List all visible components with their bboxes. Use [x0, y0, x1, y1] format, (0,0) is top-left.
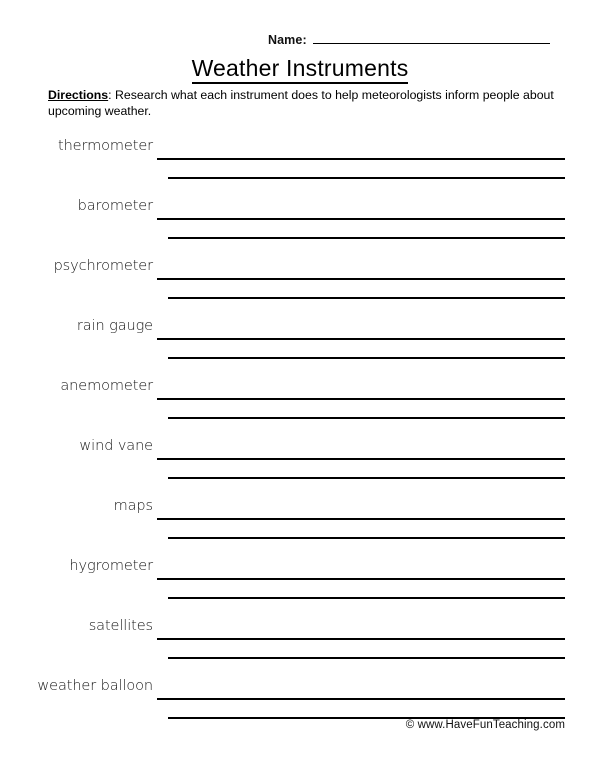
instrument-rows: [0, 131, 600, 731]
instrument-row-main: [0, 551, 600, 581]
instrument-row: [0, 431, 600, 491]
instrument-row-main: [0, 431, 600, 461]
instrument-label: psychrometer: [53, 258, 153, 274]
instrument-label: wind vane: [79, 438, 153, 454]
answer-line[interactable]: [157, 561, 565, 580]
answer-line[interactable]: [168, 537, 565, 539]
instrument-label: satellites: [88, 618, 153, 634]
instrument-row-main: [0, 671, 600, 701]
name-input-line[interactable]: [313, 31, 550, 44]
instrument-label: anemometer: [60, 378, 153, 394]
instrument-row-main: [0, 371, 600, 401]
instrument-row: [0, 251, 600, 311]
directions-text: : Research what each instrument does to help meteorologists inform people about upcoming weather.: [48, 88, 554, 118]
instrument-row: [0, 611, 600, 671]
instrument-row-main: [0, 491, 600, 521]
answer-line[interactable]: [157, 621, 565, 640]
answer-line[interactable]: [168, 657, 565, 659]
instrument-label: maps: [113, 498, 153, 514]
answer-line[interactable]: [168, 297, 565, 299]
answer-line[interactable]: [168, 177, 565, 179]
instrument-label: weather balloon: [37, 678, 153, 694]
answer-line[interactable]: [157, 261, 565, 280]
answer-line[interactable]: [168, 357, 565, 359]
instrument-label: rain gauge: [76, 318, 153, 334]
page-title-text: Weather Instruments: [192, 55, 409, 84]
name-field-row: [268, 31, 550, 47]
directions-block: [48, 88, 556, 119]
instrument-row: [0, 191, 600, 251]
instrument-row-main: [0, 131, 600, 161]
answer-line[interactable]: [157, 141, 565, 160]
answer-line[interactable]: [168, 237, 565, 239]
instrument-row: [0, 371, 600, 431]
answer-line[interactable]: [157, 381, 565, 400]
instrument-row-main: [0, 311, 600, 341]
instrument-row-main: [0, 251, 600, 281]
name-label: Name:: [268, 33, 307, 47]
answer-line[interactable]: [157, 501, 565, 520]
footer-credit: © www.HaveFunTeaching.com: [405, 719, 565, 731]
answer-line[interactable]: [168, 417, 565, 419]
answer-line[interactable]: [157, 681, 565, 700]
instrument-row: [0, 551, 600, 611]
instrument-row: [0, 131, 600, 191]
page-title: [0, 55, 600, 82]
answer-line[interactable]: [168, 597, 565, 599]
instrument-label: hygrometer: [69, 558, 153, 574]
answer-line[interactable]: [168, 477, 565, 479]
directions-heading: Directions: [48, 88, 109, 102]
instrument-row-main: [0, 191, 600, 221]
instrument-row: [0, 491, 600, 551]
answer-line[interactable]: [157, 441, 565, 460]
instrument-label: barometer: [77, 198, 153, 214]
instrument-row-main: [0, 611, 600, 641]
answer-line[interactable]: [157, 321, 565, 340]
answer-line[interactable]: [157, 201, 565, 220]
instrument-label: thermometer: [57, 138, 153, 154]
instrument-row: [0, 311, 600, 371]
